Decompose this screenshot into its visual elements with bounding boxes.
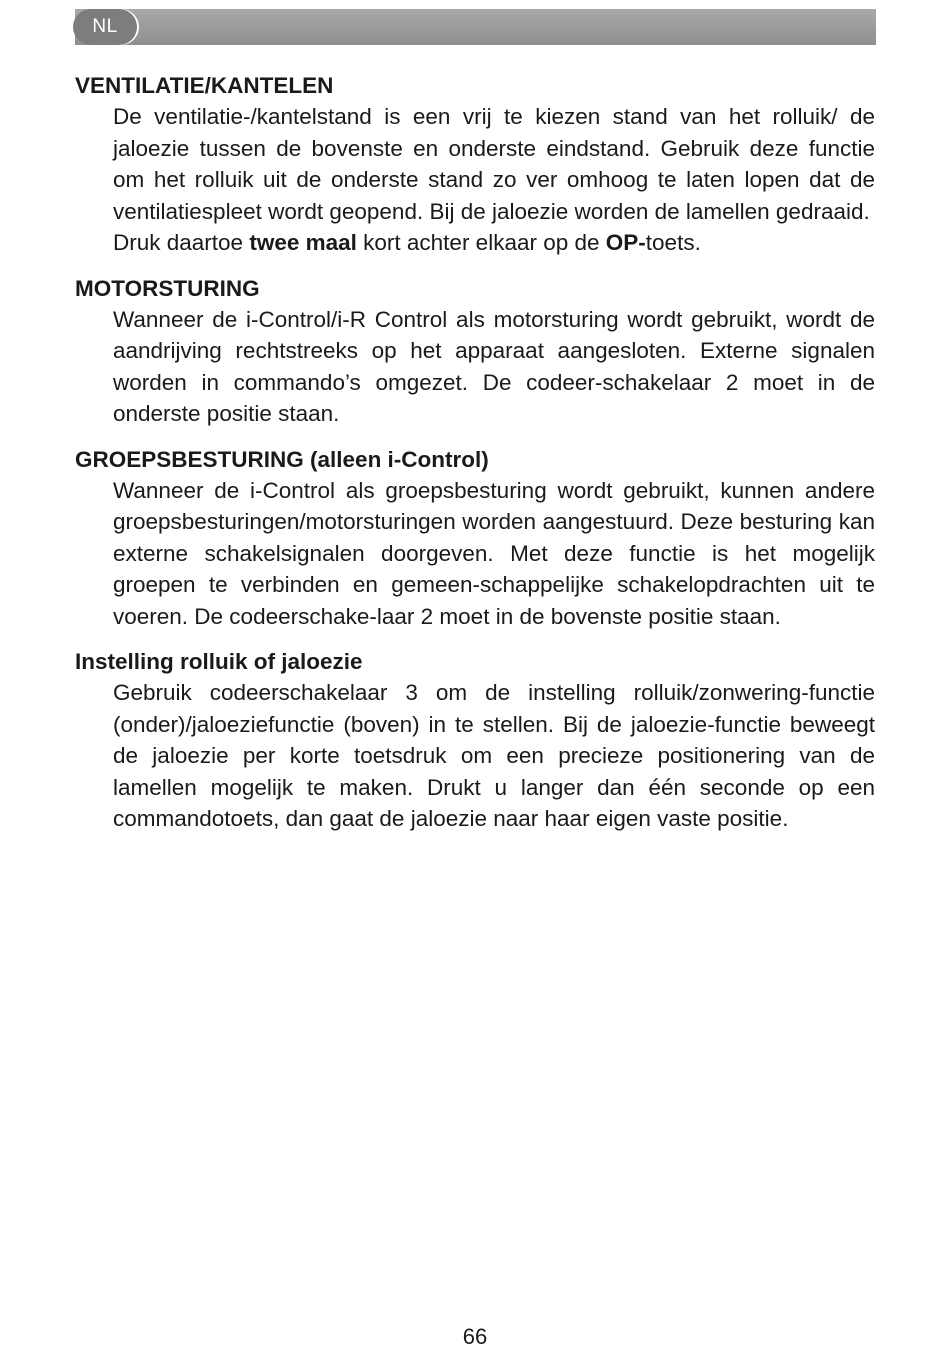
instruction-prefix: Druk daartoe	[113, 230, 250, 255]
instruction-suffix: toets.	[645, 230, 701, 255]
section-heading: GROEPSBESTURING (alleen i-Control)	[75, 446, 489, 472]
section-heading: MOTORSTURING	[75, 275, 260, 301]
section-instelling-rolluik	[75, 646, 875, 835]
section-motorsturing	[75, 273, 875, 430]
section-heading: Instelling rolluik of jaloezie	[75, 649, 363, 674]
section-ventilatie-kantelen	[75, 70, 875, 259]
instruction-middle: kort achter elkaar op de	[356, 230, 606, 255]
instruction-paragraph	[113, 227, 875, 259]
document-body	[75, 70, 875, 849]
section-paragraph: De ventilatie-/kantelstand is een vrij te kiezen stand van het rolluik/ de jaloezie tussen de bovenste en onderste eindstand. Gebruik deze functie om het rolluik uit de onderste stand zo ver omhoog te laten lopen dat de ventilatiespleet wordt geopend. Bij de jaloezie worden de lamellen gedraaid.	[113, 104, 875, 224]
section-groepsbesturing	[75, 444, 875, 633]
page-number: 66	[462, 1324, 488, 1349]
section-paragraph: Wanneer de i-Control/i-R Control als motorsturing wordt gebruikt, wordt de aandrijving rechtstreeks op het apparaat aangesloten. Externe signalen worden in commando’s omgezet. De codeer-schakelaar 2 moet in de onderste positie staan.	[113, 306, 875, 426]
section-paragraph: Wanneer de i-Control als groepsbesturing wordt gebruikt, kunnen andere groepsbesturingen/motorsturingen worden aangestuurd. Deze besturing kan externe schakelsignalen doorgeven. Met deze functie is het mogelijk groepen te verbinden en gemeen-schappelijke schakelopdrachten uit te voeren. De codeerschake-laar 2 moet in de bovenste positie staan.	[113, 477, 875, 629]
language-badge: NL	[73, 9, 137, 45]
section-paragraph: Gebruik codeerschakelaar 3 om de instelling rolluik/zonwering-functie (onder)/jaloeziefunctie (boven) in te stellen. Bij de jaloezie-functie beweegt de jaloezie per korte toetsdruk om een precieze positionering van de lamellen mogelijk te maken. Drukt u langer dan één seconde op een commandotoets, dan gaat de jaloezie naar haar eigen vaste positie.	[113, 680, 875, 831]
instruction-emphasis-key: OP-	[605, 230, 646, 255]
header-bar	[75, 9, 876, 45]
instruction-emphasis-count: twee maal	[249, 230, 357, 255]
section-heading: VENTILATIE/KANTELEN	[75, 73, 334, 98]
